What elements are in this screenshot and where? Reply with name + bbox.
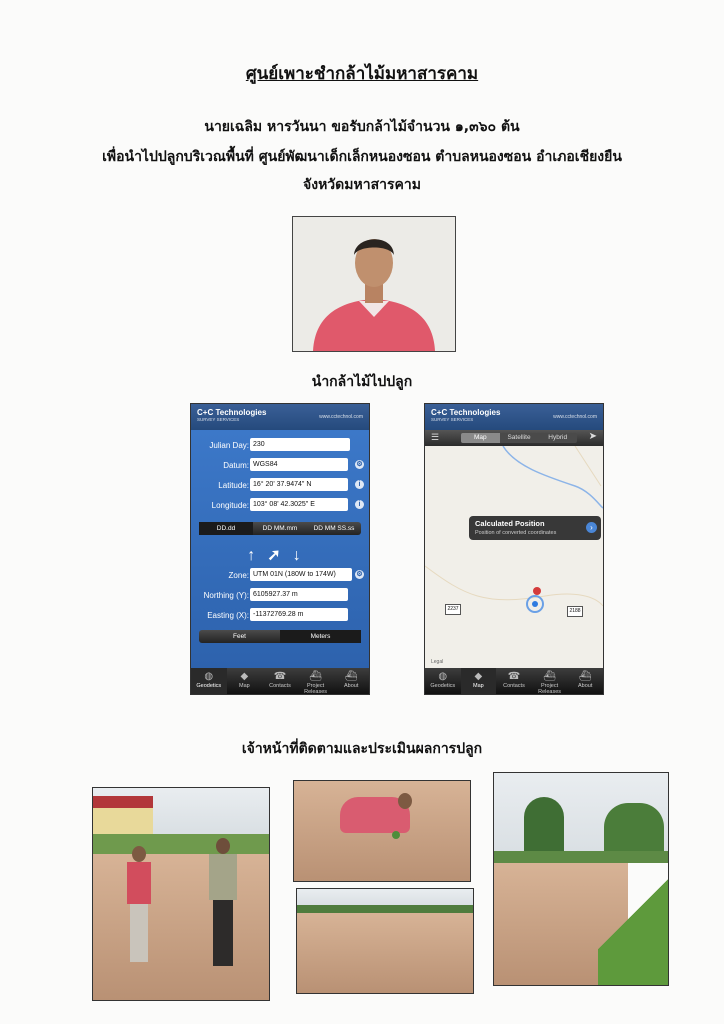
tab-about[interactable]: ⛴ About bbox=[333, 668, 369, 694]
intro-line-2: เพื่อนำไปปลูกบริเวณพื้นที่ ศูนย์พัฒนาเด็กเล็กหนองซอน ตำบลหนองซอน อำเภอเชียงยืน bbox=[102, 149, 622, 165]
map-type-hybrid[interactable]: Hybrid bbox=[538, 433, 577, 443]
ship-icon: ⛴ bbox=[344, 671, 358, 682]
latitude-field[interactable]: 16° 20' 37.9474" N bbox=[250, 478, 348, 491]
chevron-right-icon[interactable]: › bbox=[586, 522, 597, 533]
globe-icon: ◍ bbox=[438, 671, 448, 682]
format-selector bbox=[199, 522, 361, 535]
map-type-map[interactable]: Map bbox=[461, 433, 500, 443]
units-meters[interactable]: Meters bbox=[280, 630, 361, 643]
tab-contacts[interactable]: ☎ Contacts bbox=[496, 668, 532, 694]
arrow-diagonal-icon[interactable]: ➚ bbox=[267, 547, 293, 564]
format-dd[interactable]: DD.dd bbox=[199, 522, 253, 535]
tab-project-releases[interactable]: ⛴ Project Releases bbox=[298, 668, 334, 694]
convert-arrows bbox=[191, 545, 369, 565]
tab-map[interactable]: ◆ Map bbox=[227, 668, 263, 694]
settings-icon[interactable]: ⚙ bbox=[356, 461, 363, 468]
format-dd-mm[interactable]: DD MM.mm bbox=[262, 525, 298, 532]
callout-title: Calculated Position bbox=[475, 519, 545, 528]
layers-icon[interactable]: ☰ bbox=[431, 432, 440, 442]
settings-icon[interactable]: ⚙ bbox=[356, 571, 363, 578]
units-feet[interactable]: Feet bbox=[232, 633, 246, 640]
longitude-field[interactable]: 103° 08' 42.3025" E bbox=[250, 498, 348, 511]
julian-day-row bbox=[191, 438, 369, 453]
latitude-row bbox=[191, 478, 369, 493]
zone-field[interactable]: UTM 01N (180W to 174W) bbox=[250, 568, 352, 581]
zone-label: Zone: bbox=[228, 571, 249, 580]
current-location-icon bbox=[526, 595, 544, 613]
easting-label: Easting (X): bbox=[207, 611, 249, 620]
map-icon: ◆ bbox=[240, 671, 249, 682]
app-header bbox=[425, 404, 603, 430]
arrow-up-icon[interactable]: ↑ bbox=[247, 547, 268, 564]
easting-row bbox=[191, 608, 369, 623]
app-brand-sub: SURVEY SERVICES bbox=[197, 417, 240, 422]
location-arrow-icon[interactable]: ➤ bbox=[588, 431, 597, 442]
recipient-portrait-photo bbox=[292, 216, 456, 352]
callout-subtitle: Position of converted coordinates bbox=[475, 530, 557, 536]
road-sign: 2237 bbox=[445, 604, 461, 615]
intro-line-3: จังหวัดมหาสารคาม bbox=[303, 177, 421, 193]
map-roads bbox=[425, 446, 603, 668]
map-toolbar bbox=[425, 430, 603, 446]
longitude-row bbox=[191, 498, 369, 513]
position-pin-icon[interactable] bbox=[533, 587, 541, 595]
northing-field[interactable]: 6105927.37 m bbox=[250, 588, 348, 601]
units-selector bbox=[199, 630, 361, 643]
tab-geodetics[interactable]: ◍ Geodetics bbox=[191, 668, 227, 694]
northing-label: Northing (Y): bbox=[203, 591, 249, 600]
datum-label: Datum: bbox=[223, 461, 249, 470]
field-photo-plot bbox=[296, 888, 474, 994]
info-icon[interactable]: i bbox=[355, 480, 364, 489]
position-callout[interactable] bbox=[469, 516, 601, 540]
easting-field[interactable]: -11372769.28 m bbox=[250, 608, 348, 621]
field-photo-officers bbox=[92, 787, 270, 1001]
app-url: www.cctechnol.com bbox=[319, 414, 363, 420]
latitude-label: Latitude: bbox=[218, 481, 249, 490]
tab-map[interactable]: ◆ Map bbox=[461, 668, 497, 694]
contacts-icon: ☎ bbox=[507, 671, 521, 682]
map-type-satellite[interactable]: Satellite bbox=[500, 433, 539, 443]
tab-contacts[interactable]: ☎ Contacts bbox=[262, 668, 298, 694]
geodetics-form bbox=[191, 430, 369, 668]
northing-row bbox=[191, 588, 369, 603]
arrow-down-icon[interactable]: ↓ bbox=[292, 547, 313, 564]
document-title: ศูนย์เพาะชำกล้าไม้มหาสารคาม bbox=[245, 64, 479, 84]
caption-monitoring: เจ้าหน้าที่ติดตามและประเมินผลการปลูก bbox=[241, 741, 483, 757]
app-brand-sub: SURVEY SERVICES bbox=[431, 417, 474, 422]
geodetics-screenshot bbox=[190, 403, 370, 695]
app-brand: C+C Technologies bbox=[197, 408, 267, 417]
map-view[interactable] bbox=[425, 446, 603, 668]
field-photo-seedlings bbox=[493, 772, 669, 986]
info-icon[interactable]: i bbox=[355, 500, 364, 509]
format-dd-mm-ss[interactable]: DD MM SS.ss bbox=[313, 525, 355, 532]
app-brand: C+C Technologies bbox=[431, 408, 501, 417]
caption-planting: นำกล้าไม้ไปปลูก bbox=[311, 374, 413, 390]
tab-geodetics[interactable]: ◍ Geodetics bbox=[425, 668, 461, 694]
app-header bbox=[191, 404, 369, 430]
tab-project-releases[interactable]: ⛴ Project Releases bbox=[532, 668, 568, 694]
map-type-selector bbox=[461, 433, 577, 443]
map-screenshot bbox=[424, 403, 604, 695]
road-sign: 2188 bbox=[567, 606, 583, 617]
tab-bar bbox=[191, 668, 369, 694]
globe-icon: ◍ bbox=[204, 671, 214, 682]
map-icon: ◆ bbox=[474, 671, 483, 682]
datum-row bbox=[191, 458, 369, 473]
ship-icon: ⛴ bbox=[578, 671, 592, 682]
tab-bar bbox=[425, 668, 603, 694]
ship-icon: ⛴ bbox=[543, 671, 556, 682]
contacts-icon: ☎ bbox=[273, 671, 287, 682]
app-url: www.cctechnol.com bbox=[553, 414, 597, 420]
datum-field[interactable]: WGS84 bbox=[250, 458, 348, 471]
julian-day-label: Julian Day: bbox=[209, 441, 249, 450]
intro-line-1: นายเฉลิม หารวันนา ขอรับกล้าไม้จำนวน ๑,๓๖๐ ต้น bbox=[204, 119, 520, 135]
zone-row bbox=[191, 568, 369, 583]
tab-about[interactable]: ⛴ About bbox=[567, 668, 603, 694]
longitude-label: Longitude: bbox=[211, 501, 249, 510]
legal-link[interactable]: Legal bbox=[431, 659, 444, 665]
field-photo-planting bbox=[293, 780, 471, 882]
julian-day-field[interactable]: 230 bbox=[250, 438, 350, 451]
ship-icon: ⛴ bbox=[309, 671, 322, 682]
